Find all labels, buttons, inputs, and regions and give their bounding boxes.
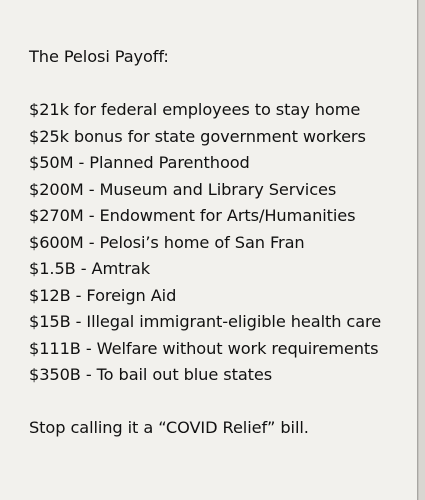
closing-line: Stop calling it a “COVID Relief” bill. (29, 418, 309, 437)
list-item: $111B - Welfare without work requirements (29, 338, 379, 358)
list-item: $12B - Foreign Aid (29, 285, 177, 305)
list-item: $50M - Planned Parenthood (29, 153, 250, 172)
blank-line (29, 389, 417, 416)
list-item: $200M - Museum and Library Services (29, 179, 337, 199)
page-edge (417, 0, 425, 500)
list-item: $15B - Illegal immigrant-eligible health care (29, 312, 382, 331)
list-item: $25k bonus for state government workers (29, 126, 366, 146)
list-item: $600M - Pelosi’s home of San Fran (29, 232, 305, 252)
note-title: The Pelosi Payoff: (29, 47, 169, 66)
list-item: $1.5B - Amtrak (29, 259, 151, 278)
list-item: $270M - Endowment for Arts/Humanities (29, 206, 356, 225)
list-item: $21k for federal employees to stay home (29, 100, 361, 119)
blank-line (29, 71, 417, 98)
list-item: $350B - To bail out blue states (29, 365, 273, 384)
